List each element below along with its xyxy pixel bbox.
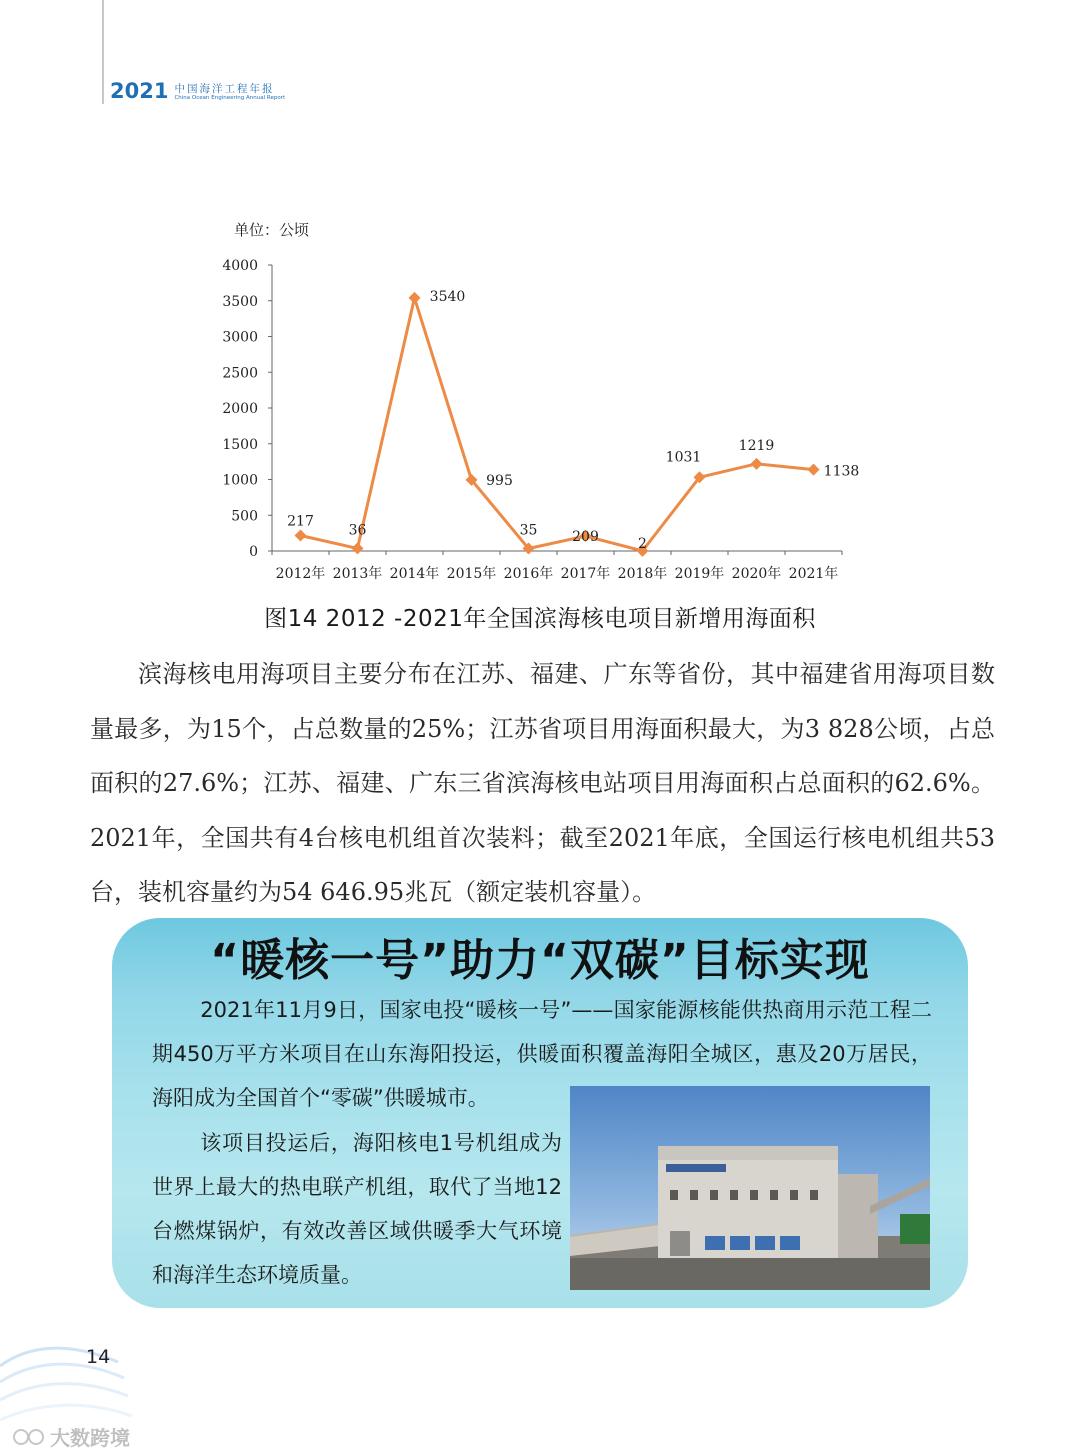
header-divider xyxy=(102,0,104,104)
x-tick-label: 2014年 xyxy=(389,566,440,582)
header-title-en: China Ocean Engineering Annual Report xyxy=(174,95,286,101)
header-year: 2021 xyxy=(110,79,169,103)
data-label: 209 xyxy=(572,529,599,546)
data-point xyxy=(409,292,421,304)
page-number: 14 xyxy=(86,1346,111,1368)
x-tick-label: 2015年 xyxy=(446,566,497,582)
data-label: 3540 xyxy=(429,288,466,305)
y-tick-label: 2000 xyxy=(222,401,258,417)
data-point xyxy=(352,542,364,554)
x-tick-label: 2016年 xyxy=(503,566,554,582)
data-point xyxy=(295,529,307,541)
x-tick-label: 2020年 xyxy=(731,566,782,582)
x-tick-label: 2013年 xyxy=(332,566,383,582)
data-label: 995 xyxy=(486,472,513,489)
data-label: 1031 xyxy=(665,449,702,466)
y-tick-label: 500 xyxy=(231,508,258,525)
box-title: “暖核一号”助力“双碳”目标实现 xyxy=(210,935,870,986)
box-paragraph-2: 该项目投运后，海阳核电1号机组成为世界上最大的热电联产机组，取代了当地12台燃煤锅炉，有效改善区域供暖季大气环境和海洋生态环境质量。 xyxy=(152,1131,562,1287)
y-tick-label: 0 xyxy=(249,544,258,560)
figure-caption: 图14 2012 -2021年全国滨海核电项目新增用海面积 xyxy=(264,606,816,632)
x-tick-label: 2012年 xyxy=(275,566,326,582)
x-tick-label: 2018年 xyxy=(617,566,668,582)
header-title-cn: 中国海洋工程年报 xyxy=(174,83,275,95)
data-label: 1219 xyxy=(738,437,775,454)
data-label: 1138 xyxy=(823,463,860,480)
x-tick-label: 2019年 xyxy=(674,566,725,582)
heating-station-photo xyxy=(570,1086,930,1290)
data-point xyxy=(808,464,820,476)
y-tick-label: 3500 xyxy=(222,293,258,310)
watermark xyxy=(12,1422,130,1451)
data-label: 36 xyxy=(348,522,367,539)
y-tick-label: 1000 xyxy=(222,472,258,489)
y-tick-label: 1500 xyxy=(222,436,258,453)
chart-unit-label: 单位：公顷 xyxy=(234,221,310,239)
line-chart xyxy=(200,210,880,595)
body-text xyxy=(90,647,995,920)
x-tick-label: 2021年 xyxy=(788,566,839,582)
y-tick-label: 3000 xyxy=(222,329,258,346)
body-paragraph: 滨海核电用海项目主要分布在江苏、福建、广东等省份，其中福建省用海项目数量最多，为15个，占总数量的25%；江苏省项目用海面积最大，为3 828公顷，占总面积的27.6%；江苏、福建、广东三省滨海核电站项目用海面积占总面积的62.6%。2021年，全国共有4台核电机组首次装料；截至2021年底，全国运行核电机组共53台，装机容量约为54 646.95兆瓦（额定装机容量）。 xyxy=(90,660,995,906)
data-label: 35 xyxy=(519,522,538,539)
watermark-text: 大数跨境 xyxy=(50,1426,130,1450)
data-label: 217 xyxy=(287,513,314,530)
data-label: 2 xyxy=(638,535,647,552)
y-tick-label: 2500 xyxy=(222,365,258,382)
report-header xyxy=(110,80,285,102)
series-line xyxy=(301,298,814,551)
x-tick-label: 2017年 xyxy=(560,566,611,582)
watermark-logo-icon xyxy=(12,1425,46,1449)
box-paragraph-1: 2021年11月9日，国家电投“暖核一号”——国家能源核能供热商用示范工程二期450万平方米项目在山东海阳投运，供暖面积覆盖海阳全城区，惠及20万居民，海阳成为全国首个“零碳”供暖城市。 xyxy=(152,998,932,1110)
data-point xyxy=(751,458,763,470)
y-tick-label: 4000 xyxy=(222,258,258,274)
